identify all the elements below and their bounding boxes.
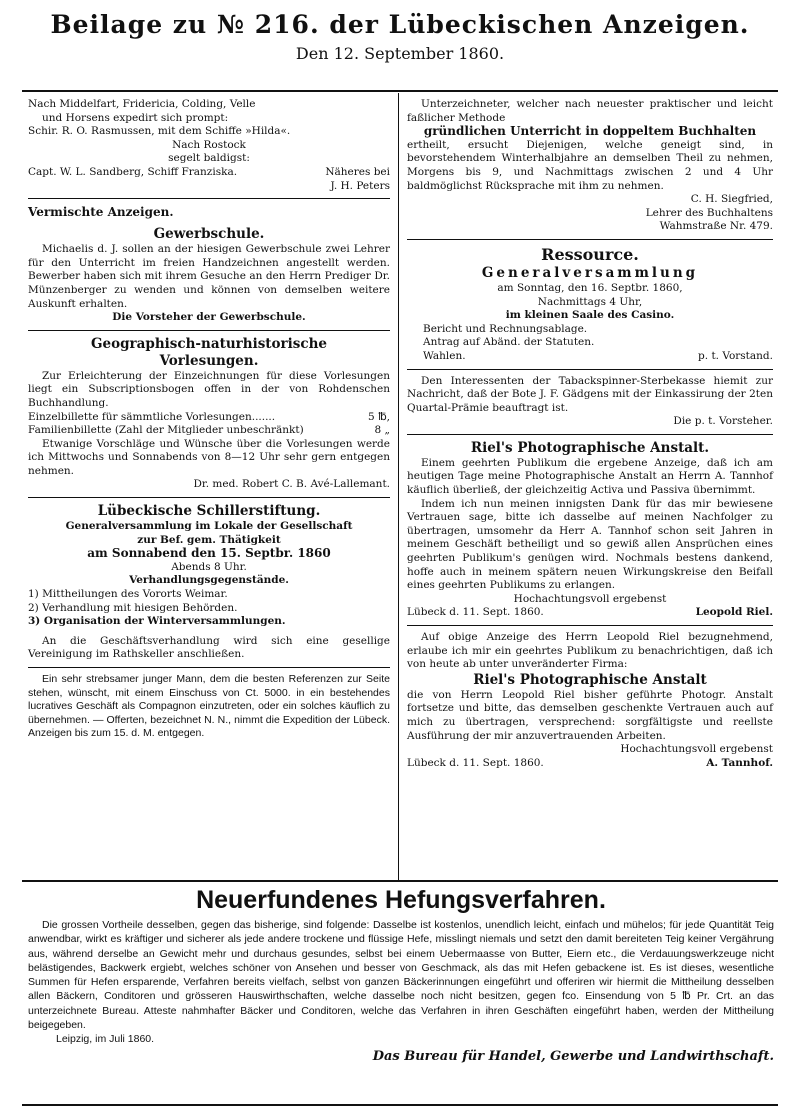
notice-title: gründlichen Unterricht in doppeltem Buchhalten: [423, 124, 757, 139]
gewerbschule-notice: [28, 226, 390, 325]
section-rule: [407, 369, 773, 370]
header-rule: [22, 90, 778, 92]
tannhof-notice: [407, 631, 773, 770]
notice-title: Riel's Photographische Anstalt: [473, 671, 707, 688]
bottom-rule: [22, 880, 778, 882]
section-rule: [407, 625, 773, 626]
vorlesungen-notice: [28, 336, 390, 492]
notice-body: die von Herrn Leopold Riel bisher geführte Photogr. Anstalt fortsetze und bitte, das demselben geschenkte Vertrauen auch auf mich zu übertragen, versprechend: sorgfältigste und reellste Ausführung der mir anzuvertrauenden Arbeiten.: [407, 688, 773, 742]
notice-line: Generalversammlung im Lokale der Gesellschaft: [65, 520, 353, 533]
left-column: [28, 98, 390, 741]
notice-body: An die Geschäftsverhandlung wird sich eine gesellige Vereinigung im Rathskeller anschließen.: [28, 634, 390, 661]
shipping-line: Schir. R. O. Rasmussen, mit dem Schiffe »Hilda«.: [28, 125, 291, 138]
buchhalten-notice: [407, 98, 773, 234]
notice-place-date: Lübeck d. 11. Sept. 1860.: [407, 606, 544, 619]
agenda-heading: Verhandlungsgegenstände.: [129, 574, 289, 587]
ressource-notice: [407, 245, 773, 364]
notice-signature: Wahmstraße Nr. 479.: [659, 220, 773, 233]
advert-signature: Das Bureau für Handel, Gewerbe und Landwirthschaft.: [372, 1048, 774, 1064]
notice-body: Michaelis d. J. sollen an der hiesigen Gewerbschule zwei Lehrer für den Unterricht im freien Handzeichnen angestellt werden. Bewerber haben sich mit ihrem Gesuche an den Herrn Prediger Dr. Münzenberger zu wenden und können von demselben weitere Auskunft erhalten.: [28, 243, 390, 310]
notice-title: Ressource.: [541, 244, 639, 264]
page-bottom-rule: [22, 1104, 778, 1106]
advert-title: Neuerfundenes Hefungsverfahren.: [196, 886, 606, 914]
notice-place-date: Lübeck d. 11. Sept. 1860.: [407, 756, 544, 769]
advert-place: Leipzig, im Juli 1860.: [56, 1033, 155, 1046]
section-rule: [28, 330, 390, 331]
shipping-line: Capt. W. L. Sandberg, Schiff Franziska.: [28, 165, 238, 178]
notice-greeting: Hochachtungsvoll ergebenst: [620, 743, 773, 756]
shipping-line: segelt baldigst:: [168, 152, 250, 165]
agenda-item: 2) Verhandlung mit hiesigen Behörden.: [28, 601, 238, 614]
notice-body: Auf obige Anzeige des Herrn Leopold Riel bezugnehmend, erlaube ich mir ein geehrtes Publikum zu benachrichtigen, daß ich von heute ab unter unveränderter Firma:: [407, 631, 773, 671]
notice-body: Indem ich nun meinen innigsten Dank für das mir bewiesene Vertrauen sage, bitte ich dasselbe auf meinen Nachfolger zu übertragen, umsomehr da Herr A. Tannhof schon seit Jahren in meinem Geschäft betheiligt und so gewiß allen Ansprüchen eines geehrten Publikum's genügen wird. Nochmals bestens dankend, hoffe auch in meinem spätern neuen Wirkungskreise den Beifall eines geehrten Publikums zu erlangen.: [407, 497, 773, 592]
notice-title: Lübeckische Schillerstiftung.: [97, 503, 321, 520]
schiller-notice: [28, 503, 390, 662]
notice-line: zur Bef. gem. Thätigkeit: [137, 533, 281, 546]
shipping-notice: [28, 98, 390, 193]
notice-signature: Lehrer des Buchhaltens: [645, 206, 773, 219]
shipping-agent: J. H. Peters: [330, 179, 390, 192]
notice-body: Etwanige Vorschläge und Wünsche über die Vorlesungen werde ich Mittwochs und Sonnabends von 8—12 Uhr sehr gern entgegen nehmen.: [28, 437, 390, 477]
shipping-line: Näheres bei: [325, 165, 390, 178]
notice-signature: p. t. Vorstand.: [698, 349, 773, 362]
compagnon-notice: Ein sehr strebsamer junger Mann, dem die besten Referenzen zur Seite stehen, wünscht, mit einem Einschuss von Ct. 5000. in ein bestehendes lucratives Geschäft als Compagnon einzutreten, oder ein solches käuflich zu übernehmen. — Offerten, bezeichnet N. N., nimmt die Expedition der Lübeck. Anzeigen bis zum 15. d. M. entgegen.: [28, 673, 390, 740]
price-label: Familienbillette (Zahl der Mitglieder unbeschränkt): [28, 424, 304, 437]
section-rule: [28, 198, 390, 199]
notice-line: am Sonntag, den 16. Septbr. 1860,: [497, 281, 683, 294]
notice-signature: Dr. med. Robert C. B. Avé-Lallemant.: [193, 478, 390, 491]
notice-body: Den Interessenten der Tabackspinner-Sterbekasse hiemit zur Nachricht, daß der Bote J. F. Gädgens mit der Einkassirung der 2ten Quartal-Prämie beauftragt ist.: [407, 374, 773, 414]
notice-signature: Die Vorsteher der Gewerbschule.: [112, 311, 306, 324]
notice-greeting: Hochachtungsvoll ergebenst: [513, 592, 667, 605]
notice-body: Zur Erleichterung der Einzeichnungen für diese Vorlesungen liegt ein Subscriptionsbogen offen in der von Rohdenschen Buchhandlung.: [28, 369, 390, 409]
newspaper-title: Beilage zu № 216. der Lübeckischen Anzeigen.: [50, 10, 750, 39]
notice-body: Einem geehrten Publikum die ergebene Anzeige, daß ich am heutigen Tage meine Photographische Anstalt an Herrn A. Tannhof käuflich überließ, der gleichzeitig Activa und Passiva übernimmt.: [407, 456, 773, 497]
price-label: Einzelbillette für sämmtliche Vorlesungen.......: [28, 410, 276, 423]
price-value: 5 ℔,: [368, 410, 390, 423]
notice-signature: Leopold Riel.: [695, 606, 773, 619]
tabak-notice: [407, 375, 773, 429]
notice-line: im kleinen Saale des Casino.: [505, 309, 675, 322]
agenda-item: Antrag auf Abänd. der Statuten.: [423, 336, 595, 349]
price-value: 8 „: [374, 424, 390, 437]
notice-line: Abends 8 Uhr.: [171, 560, 247, 573]
section-rule: [407, 239, 773, 240]
shipping-line: Nach Rostock: [172, 138, 246, 151]
right-column: [407, 98, 773, 770]
advert-body: Die grossen Vortheile desselben, gegen das bisherige, sind folgende: Dasselbe ist kostenlos, unendlich leicht, einfach und mühelos; für jede Quantität Teig anwendbar, wirkt es kräftiger und sicherer als jede andere trockene und flüssige Hefe, misslingt niemals und setzt den damit bereiteten Teig keiner Vergährung aus, während derselbe an Gewicht mehr und durchaus gesundes, selbst bei einem Uebermaasse von Butter, Eiern etc., die Verdauungswerkzeuge nicht belästigendes, Backwerk ergiebt, welches schöner von Ansehen und besser von Geschmack, als das mit Hefen gebackene ist. Es ist dieses, wesentliche Summen für Hefen ersparende, Verfahren bereits vielfach, selbst von ganzen Bäckerinnungen eingeführt und offeriren wir hiermit die Mittheilung desselben allen Bäckern, Conditoren und grösseren Hauswirthschaften, welche dasselbe noch nicht besitzen, gegen fco. Einsendung von 5 ℔ Pr. Crt. an das unterzeichnete Bureau. Atteste nahmhafter Bäcker und Conditoren, welche das Verfahren in ihren Geschäften eingeführt haben, werden der Mittheilung beigegeben.: [28, 919, 774, 1032]
notice-title: Riel's Photographische Anstalt.: [470, 439, 710, 456]
section-heading: Vermischte Anzeigen.: [28, 205, 174, 220]
notice-title: Gewerbschule.: [153, 226, 265, 243]
notice-body: Unterzeichneter, welcher nach neuester praktischer und leicht faßlicher Methode: [407, 98, 773, 124]
notice-title: Generalversammlung: [481, 264, 699, 281]
agenda-item: 1) Mittheilungen des Vororts Weimar.: [28, 588, 228, 601]
section-rule: [407, 434, 773, 435]
riel-notice: [407, 440, 773, 620]
agenda-item: 3) Organisation der Winterversammlungen.: [28, 615, 286, 628]
agenda-item: Bericht und Rechnungsablage.: [423, 322, 588, 335]
notice-signature: C. H. Siegfried,: [690, 193, 773, 206]
notice-signature: A. Tannhof.: [706, 756, 773, 769]
agenda-item: Wahlen.: [423, 349, 466, 362]
column-divider: [398, 93, 399, 881]
notice-signature: Die p. t. Vorsteher.: [673, 415, 773, 428]
section-rule: [28, 667, 390, 668]
notice-line: am Sonnabend den 15. Septbr. 1860: [87, 546, 331, 561]
notice-line: Nachmittags 4 Uhr,: [537, 295, 643, 308]
hefung-advertisement: [28, 884, 774, 1064]
shipping-line: Nach Middelfart, Fridericia, Colding, Velle: [28, 98, 256, 110]
issue-date: Den 12. September 1860.: [295, 44, 505, 63]
notice-title: Geographisch-naturhistorische: [90, 335, 328, 352]
notice-body: ertheilt, ersucht Diejenigen, welche geneigt sind, in bevorstehendem Winterhalbjahre an demselben Theil zu nehmen, Morgens bis 9, und Nachmittags zwischen 2 und 4 Uhr baldmöglichst Rücksprache mit ihm zu nehmen.: [407, 138, 773, 192]
shipping-line: und Horsens expedirt sich prompt:: [42, 111, 229, 124]
section-rule: [28, 497, 390, 498]
masthead: [0, 8, 800, 64]
notice-title: Vorlesungen.: [159, 352, 259, 369]
